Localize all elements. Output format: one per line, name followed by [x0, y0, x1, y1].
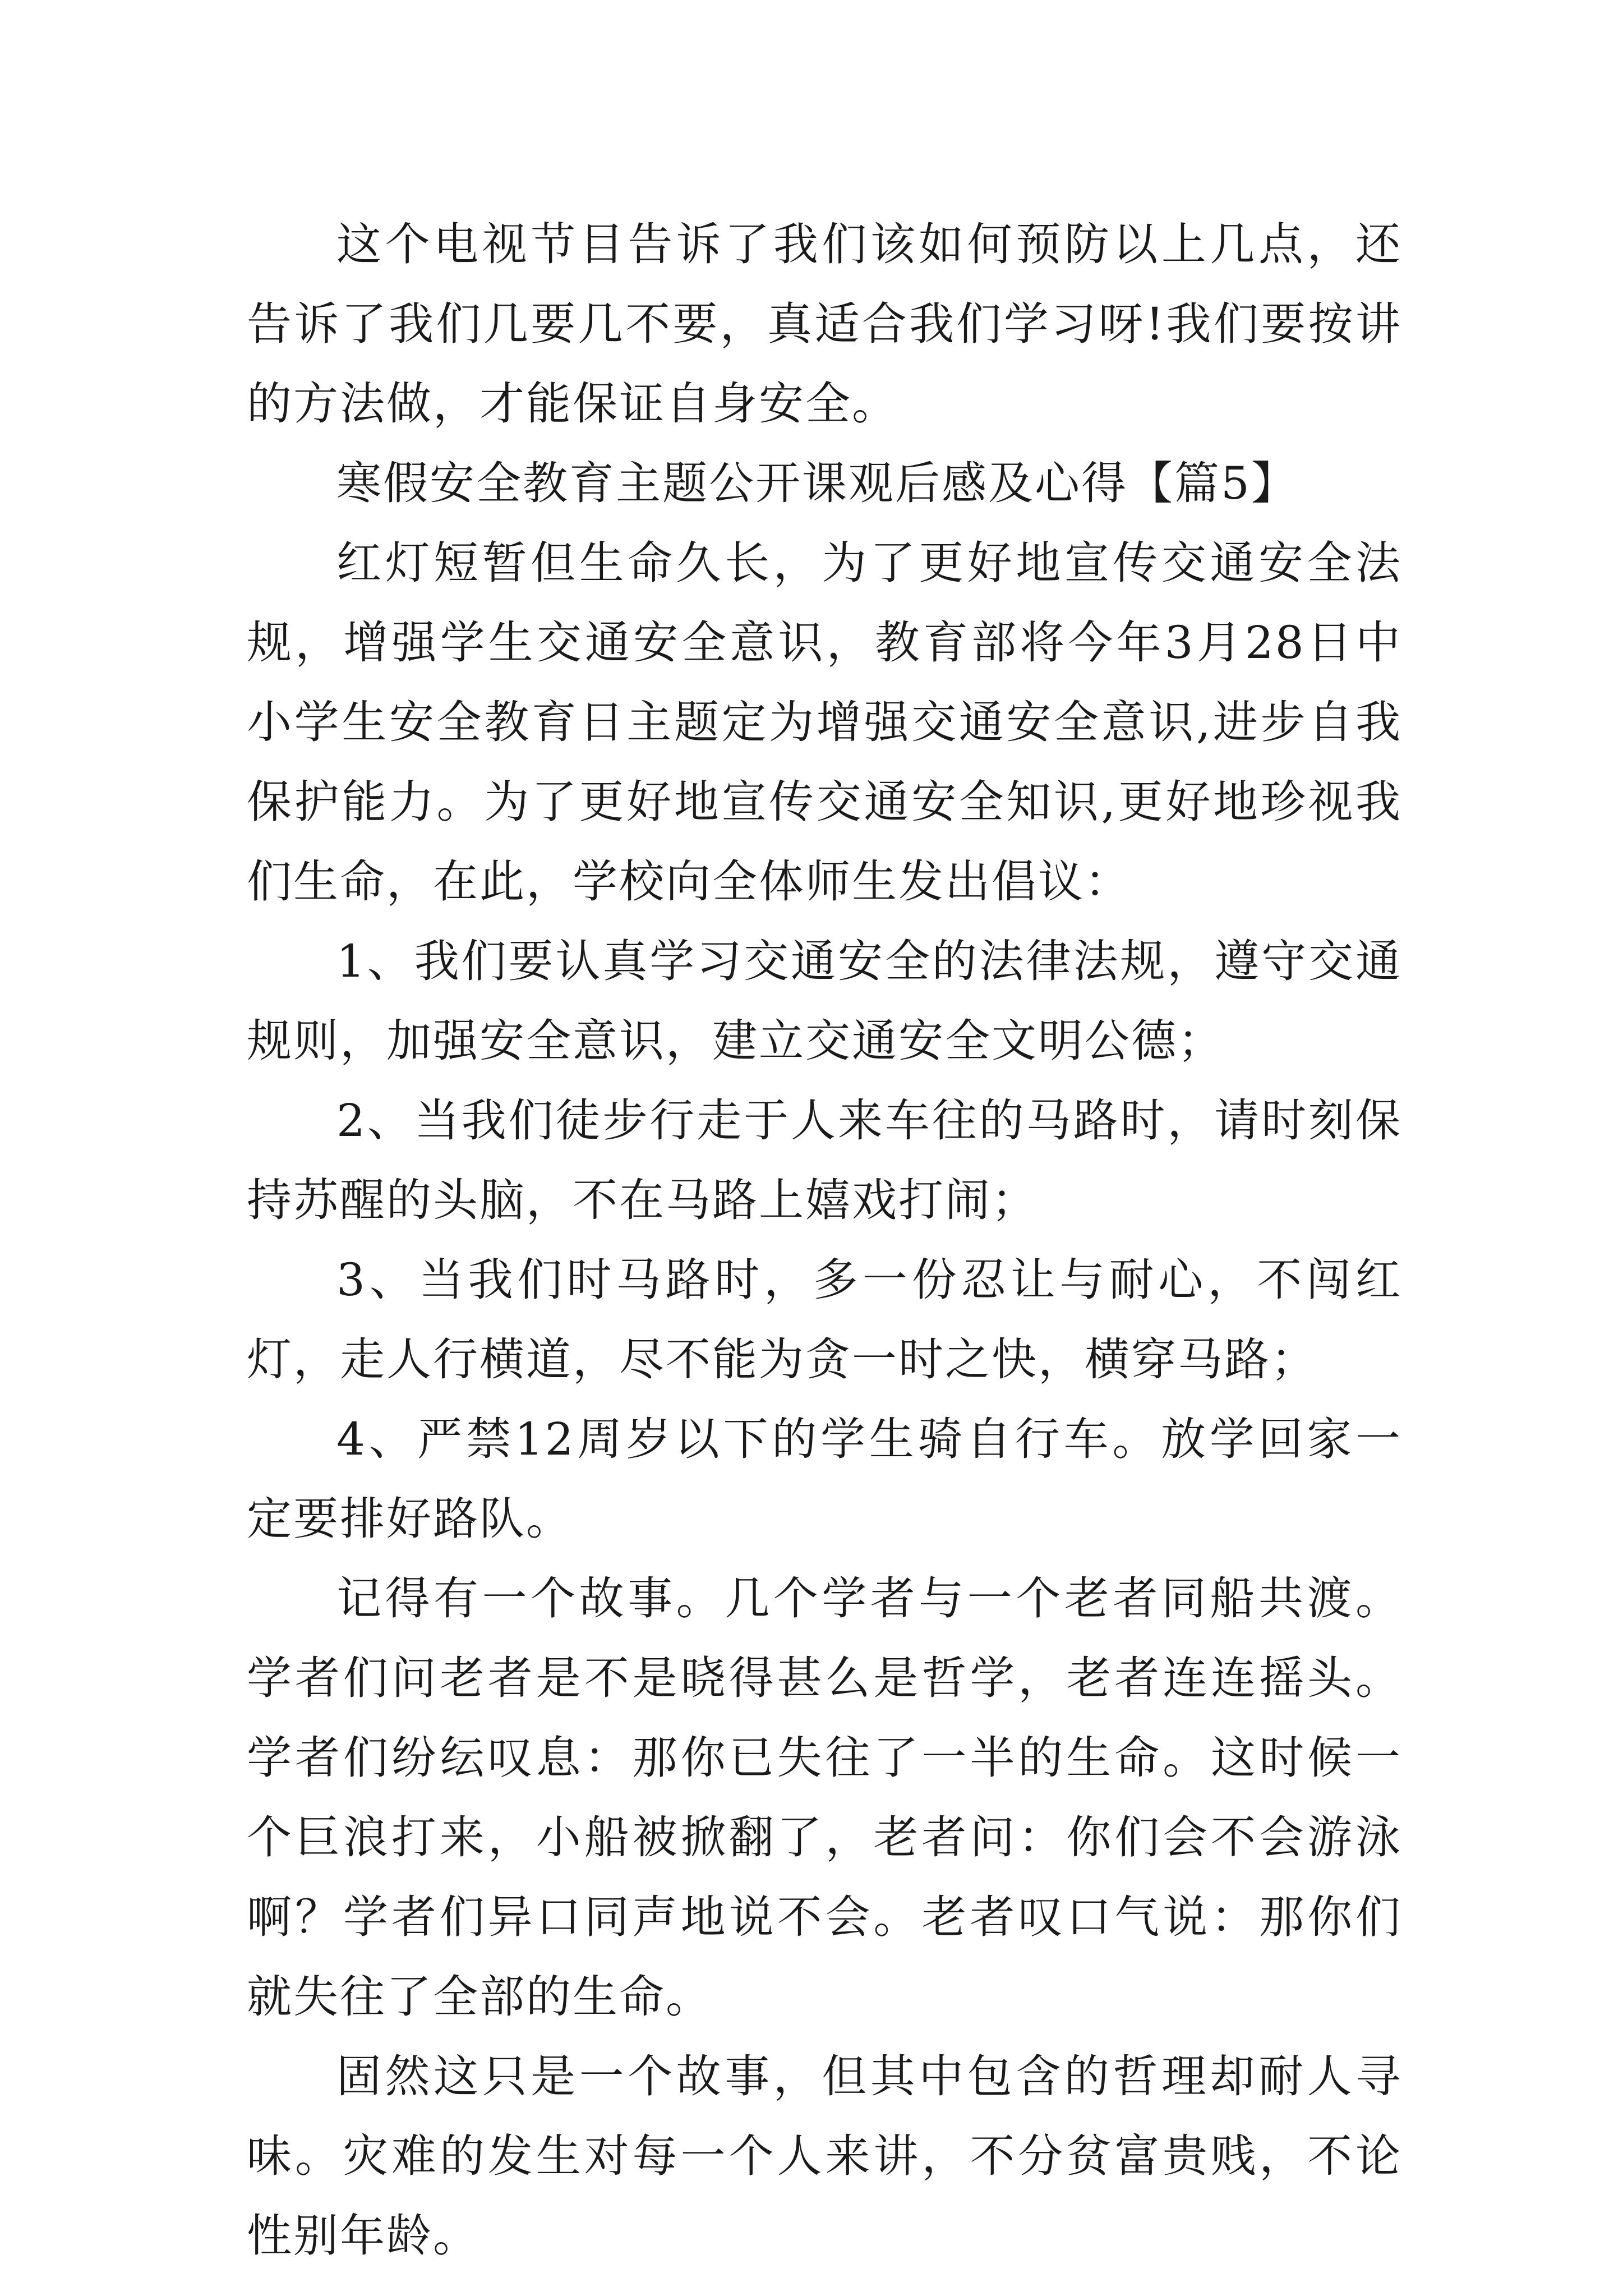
paragraph-story-moral: 固然这只是一个故事，但其中包含的哲理却耐人寻味。灾难的发生对每一个人来讲，不分贫富贵贱，不论性别年龄。: [247, 2050, 1402, 2262]
paragraph-tv-program: 这个电视节目告诉了我们该如何预防以上几点，还告诉了我们几要几不要，真适合我们学习呀!我们要按讲的方法做，才能保证自身安全。: [247, 218, 1402, 430]
paragraph-story: 记得有一个故事。几个学者与一个老者同船共渡。学者们问老者是不是晓得甚么是哲学，老者连连摇头。学者们纷纭叹息：那你已失往了一半的生命。这时候一个巨浪打来，小船被掀翻了，老者问：你们会不会游泳啊？学者们异口同声地说不会。老者叹口气说：那你们就失往了全部的生命。: [247, 1572, 1402, 2023]
list-item-4: 4、严禁12周岁以下的学生骑自行车。放学回家一定要排好路队。: [247, 1413, 1402, 1545]
list-item-3: 3、当我们时马路时，多一份忍让与耐心，不闯红灯，走人行横道，尽不能为贪一时之快，横穿马路；: [247, 1254, 1402, 1386]
list-item-2: 2、当我们徒步行走于人来车往的马路时，请时刻保持苏醒的头脑，不在马路上嬉戏打闹；: [247, 1094, 1402, 1226]
list-item-1: 1、我们要认真学习交通安全的法律法规，遵守交通规则，加强安全意识，建立交通安全文明公德；: [247, 935, 1402, 1067]
paragraph-traffic-intro: 红灯短暂但生命久长，为了更好地宣传交通安全法规，增强学生交通安全意识，教育部将今年3月28日中小学生安全教育日主题定为增强交通安全意识,进步自我保护能力。为了更好地宣传交通安全知识,更好地珍视我们生命，在此，学校向全体师生发出倡议：: [247, 537, 1402, 908]
document-body: [247, 205, 1402, 2276]
section-heading: 寒假安全教育主题公开课观后感及心得【篇5】: [336, 457, 1298, 509]
